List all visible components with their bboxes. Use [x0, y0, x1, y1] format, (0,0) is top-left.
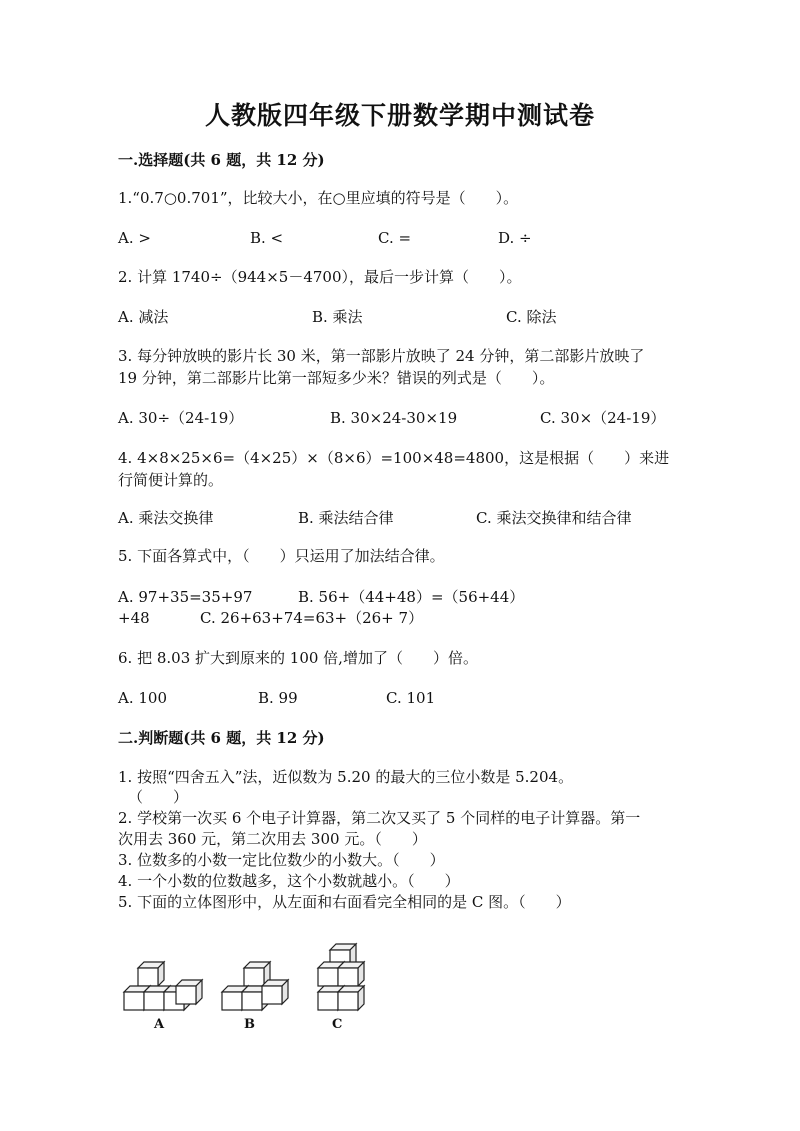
q6-option-c: C. 101: [386, 689, 436, 707]
q3-stem-line1: 3. 每分钟放映的影片长 30 米，第一部影片放映了 24 分钟，第二部影片放映了: [118, 347, 645, 365]
q1-option-b: B. <: [250, 229, 284, 247]
cube-figures: [118, 940, 378, 1040]
j5: 5. 下面的立体图形中，从左面和右面看完全相同的是 C 图。（ ）: [118, 893, 571, 911]
q5-option-b-cont: +48: [118, 609, 150, 627]
j1-line1: 1. 按照“四舍五入”法，近似数为 5.20 的最大的三位小数是 5.204。: [118, 768, 574, 786]
q2-option-c: C. 除法: [506, 308, 557, 326]
j1-line2: （ ）: [128, 788, 189, 806]
q4-option-a: A. 乘法交换律: [118, 509, 214, 527]
figure-label-c: C: [332, 1017, 343, 1032]
q6-option-a: A. 100: [118, 689, 167, 707]
section-heading-choice: 一.选择题(共 6 题，共 12 分): [118, 151, 325, 169]
j2-line2: 次用去 360 元，第二次用去 300 元。（ ）: [118, 830, 427, 848]
q3-option-c: C. 30×（24-19）: [540, 409, 666, 427]
q2-stem: 2. 计算 1740÷（944×5－4700），最后一步计算（ ）。: [118, 268, 522, 286]
q1-stem: 1.“0.7○0.701”，比较大小，在○里应填的符号是（ ）。: [118, 189, 519, 207]
q5-stem: 5. 下面各算式中，（ ）只运用了加法结合律。: [118, 547, 445, 565]
q3-stem-line2: 19 分钟，第二部影片比第一部短多少米？错误的列式是（ ）。: [118, 369, 555, 387]
q2-option-b: B. 乘法: [312, 308, 363, 326]
section-heading-judge: 二.判断题(共 6 题，共 12 分): [118, 729, 325, 747]
q1-option-a: A. >: [118, 229, 151, 247]
q1-option-c: C. =: [378, 229, 412, 247]
figure-label-b: B: [244, 1017, 255, 1032]
q5-option-a: A. 97+35=35+97: [118, 588, 253, 606]
q6-stem: 6. 把 8.03 扩大到原来的 100 倍,增加了（ ）倍。: [118, 649, 478, 667]
figure-b: [222, 962, 288, 1010]
q5-option-c: C. 26+63+74=63+（26+ 7）: [200, 609, 424, 627]
q3-option-a: A. 30÷（24-19）: [118, 409, 244, 427]
q3-option-b: B. 30×24-30×19: [330, 409, 458, 427]
figure-label-a: A: [154, 1017, 165, 1032]
q4-option-b: B. 乘法结合律: [298, 509, 394, 527]
q1-option-d: D. ÷: [498, 229, 532, 247]
q4-stem-line2: 行简便计算的。: [118, 471, 224, 489]
q4-stem-line1: 4. 4×8×25×6=（4×25）×（8×6）=100×48=4800，这是根据（ ）来进: [118, 449, 670, 467]
figure-c: [318, 944, 364, 1010]
q2-option-a: A. 减法: [118, 308, 169, 326]
q6-option-b: B. 99: [258, 689, 298, 707]
q5-option-b: B. 56+（44+48）=（56+44）: [298, 588, 525, 606]
j2-line1: 2. 学校第一次买 6 个电子计算器，第二次又买了 5 个同样的电子计算器。第一: [118, 809, 641, 827]
j4: 4. 一个小数的位数越多，这个小数就越小。（ ）: [118, 872, 460, 890]
page-title: 人教版四年级下册数学期中测试卷: [204, 101, 595, 130]
j3: 3. 位数多的小数一定比位数少的小数大。（ ）: [118, 851, 445, 869]
figure-a: [124, 962, 202, 1010]
q4-option-c: C. 乘法交换律和结合律: [476, 509, 632, 527]
